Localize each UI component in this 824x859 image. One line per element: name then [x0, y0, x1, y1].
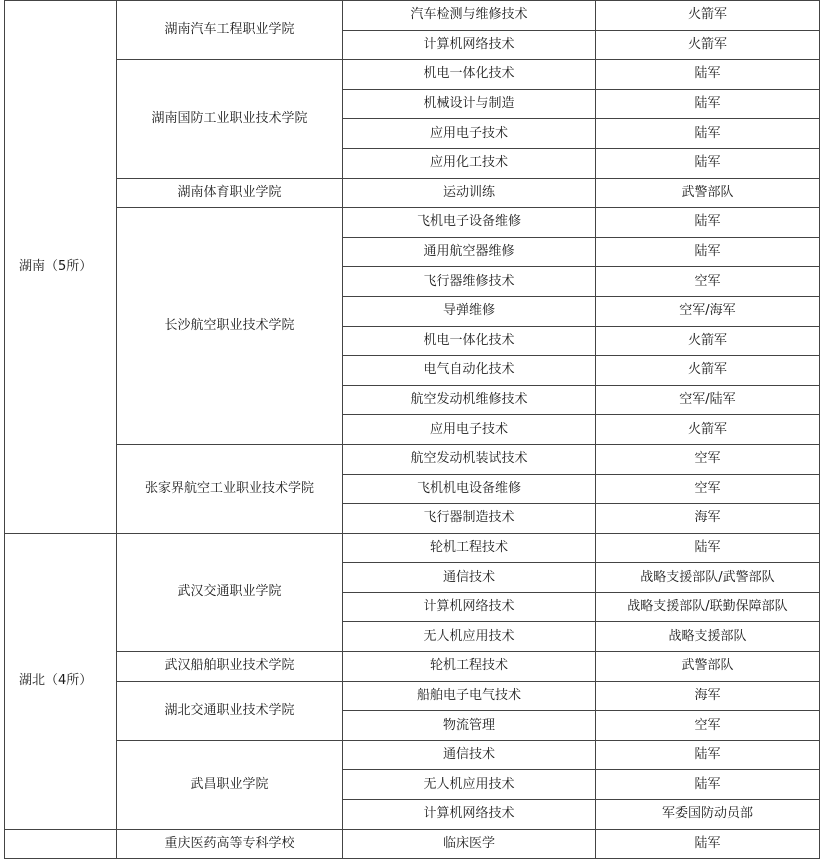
- school-cell: 武汉交通职业学院: [117, 533, 343, 651]
- major-cell: 船舶电子电气技术: [343, 681, 596, 711]
- major-cell: 计算机网络技术: [343, 800, 596, 830]
- major-cell: 飞行器制造技术: [343, 504, 596, 534]
- major-cell: 通用航空器维修: [343, 237, 596, 267]
- school-cell: 武昌职业学院: [117, 740, 343, 829]
- major-cell: 通信技术: [343, 740, 596, 770]
- school-cell: 湖南汽车工程职业学院: [117, 1, 343, 60]
- major-cell: 机械设计与制造: [343, 89, 596, 119]
- school-cell: 长沙航空职业技术学院: [117, 208, 343, 445]
- table-row: [5, 444, 820, 474]
- branch-cell: 陆军: [596, 829, 820, 859]
- branch-cell: 空军: [596, 267, 820, 297]
- branch-cell: 战略支援部队: [596, 622, 820, 652]
- branch-cell: 火箭军: [596, 326, 820, 356]
- major-cell: 计算机网络技术: [343, 592, 596, 622]
- branch-cell: 空军/陆军: [596, 385, 820, 415]
- branch-cell: 陆军: [596, 770, 820, 800]
- branch-cell: 武警部队: [596, 652, 820, 682]
- branch-cell: 陆军: [596, 237, 820, 267]
- major-cell: 导弹维修: [343, 296, 596, 326]
- school-cell: 重庆医药高等专科学校: [117, 829, 343, 859]
- branch-cell: 海军: [596, 504, 820, 534]
- enrollment-table: [4, 0, 820, 859]
- major-cell: 机电一体化技术: [343, 326, 596, 356]
- branch-cell: 战略支援部队/武警部队: [596, 563, 820, 593]
- table-row: [5, 829, 820, 859]
- major-cell: 运动训练: [343, 178, 596, 208]
- major-cell: 机电一体化技术: [343, 60, 596, 90]
- branch-cell: 火箭军: [596, 1, 820, 31]
- major-cell: 航空发动机装试技术: [343, 444, 596, 474]
- major-cell: 轮机工程技术: [343, 652, 596, 682]
- major-cell: 计算机网络技术: [343, 30, 596, 60]
- branch-cell: 武警部队: [596, 178, 820, 208]
- branch-cell: 海军: [596, 681, 820, 711]
- table-row: [5, 652, 820, 682]
- major-cell: 汽车检测与维修技术: [343, 1, 596, 31]
- branch-cell: 空军: [596, 474, 820, 504]
- province-cell: 湖北（4所）: [5, 533, 117, 829]
- province-cell: [5, 829, 117, 859]
- table-row: [5, 60, 820, 90]
- major-cell: 无人机应用技术: [343, 622, 596, 652]
- major-cell: 物流管理: [343, 711, 596, 741]
- school-cell: 武汉船舶职业技术学院: [117, 652, 343, 682]
- table-row: [5, 681, 820, 711]
- major-cell: 临床医学: [343, 829, 596, 859]
- branch-cell: 火箭军: [596, 30, 820, 60]
- major-cell: 应用电子技术: [343, 415, 596, 445]
- table-row: [5, 533, 820, 563]
- branch-cell: 陆军: [596, 148, 820, 178]
- major-cell: 通信技术: [343, 563, 596, 593]
- major-cell: 轮机工程技术: [343, 533, 596, 563]
- branch-cell: 陆军: [596, 740, 820, 770]
- major-cell: 电气自动化技术: [343, 356, 596, 386]
- branch-cell: 陆军: [596, 89, 820, 119]
- major-cell: 应用电子技术: [343, 119, 596, 149]
- table-row: [5, 208, 820, 238]
- branch-cell: 空军/海军: [596, 296, 820, 326]
- branch-cell: 战略支援部队/联勤保障部队: [596, 592, 820, 622]
- major-cell: 飞机机电设备维修: [343, 474, 596, 504]
- school-cell: 湖南国防工业职业技术学院: [117, 60, 343, 178]
- school-cell: 湖北交通职业技术学院: [117, 681, 343, 740]
- province-label: 湖南（5所）: [19, 258, 93, 274]
- table-row: [5, 740, 820, 770]
- branch-cell: 军委国防动员部: [596, 800, 820, 830]
- branch-cell: 火箭军: [596, 356, 820, 386]
- province-cell: [5, 1, 117, 534]
- branch-cell: 火箭军: [596, 415, 820, 445]
- branch-cell: 空军: [596, 444, 820, 474]
- branch-cell: 陆军: [596, 60, 820, 90]
- school-cell: 湖南体育职业学院: [117, 178, 343, 208]
- table-row: [5, 178, 820, 208]
- major-cell: 应用化工技术: [343, 148, 596, 178]
- branch-cell: 陆军: [596, 208, 820, 238]
- major-cell: 飞行器维修技术: [343, 267, 596, 297]
- branch-cell: 陆军: [596, 533, 820, 563]
- major-cell: 飞机电子设备维修: [343, 208, 596, 238]
- table-row: [5, 1, 820, 31]
- school-cell: 张家界航空工业职业技术学院: [117, 444, 343, 533]
- major-cell: 航空发动机维修技术: [343, 385, 596, 415]
- major-cell: 无人机应用技术: [343, 770, 596, 800]
- branch-cell: 空军: [596, 711, 820, 741]
- branch-cell: 陆军: [596, 119, 820, 149]
